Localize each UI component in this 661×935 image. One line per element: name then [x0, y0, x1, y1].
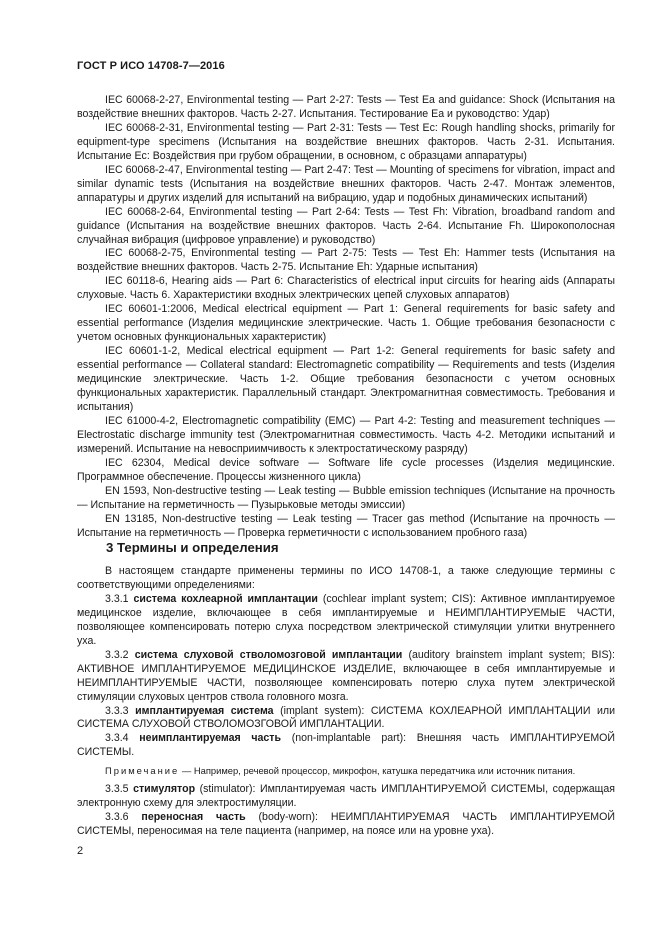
reference-text: Electromagnetic compatibility (EMC) — Part 4-2: Testing and measurement techniques — Electrostatic discharge immunity test (Электромагнитная совместимость. Часть 4-2. Методики испытаний и измерений. Испытание на невосприимчивость к электростатическому разряду) — [77, 414, 615, 455]
term-number: 3.3.2 — [105, 648, 129, 661]
term-number: 3.3.5 — [105, 783, 129, 796]
term-definition — [77, 705, 615, 733]
note-text: — Например, речевой процессор, микрофон, катушка передатчика или источник питания. — [181, 765, 576, 777]
term-definition — [77, 593, 615, 649]
term-number: 3.3.4 — [105, 732, 129, 745]
term-text: (stimulator): Имплантируемая часть ИМПЛАНТИРУЕМОЙ СИСТЕМЫ, содержащая электронную схему для электростимуляции. — [77, 783, 615, 810]
reference-code: IEC 61000-4-2, — [105, 414, 179, 427]
reference-item — [77, 164, 615, 206]
reference-item — [77, 303, 615, 345]
reference-item — [77, 345, 615, 415]
reference-text: Medical electrical equipment — Part 1-2: General requirements for basic safety and essential performance — Collateral standard: Electromagnetic compatibility — Requirements and tests (Изделия медицинские электрические. Часть 1-2. Общие требования безопасности с учетом основных функциональных характеристик. Параллельный стандарт. Электромагнитная совместимость. Требования и испытания) — [77, 345, 615, 413]
term-text: (implant system): СИСТЕМА КОХЛЕАРНОЙ ИМПЛАНТАЦИИ или СИСТЕМА СЛУХОВОЙ СТВОЛОМОЗГОВОЙ ИМПЛАНТАЦИИ. — [77, 704, 615, 731]
reference-item — [77, 247, 615, 275]
reference-text: Medical electrical equipment — Part 1: General requirements for basic safety and essential performance (Изделия медицинские электрические. Часть 1. Общие требования безопасности с учетом основных функциональных характеристик) — [77, 303, 615, 344]
reference-item — [77, 122, 615, 164]
reference-code: EN 1593, — [105, 484, 150, 497]
section-title: 3 Термины и определения — [106, 540, 279, 555]
reference-text: Non-destructive testing — Leak testing — Bubble emission techniques (Испытание на прочность — Испытание на герметичность — Пузырьковые методы эмиссии) — [77, 484, 615, 511]
reference-code: IEC 60601-1:2006, — [105, 303, 197, 316]
term-name: имплантируемая система — [135, 704, 274, 717]
page-number: 2 — [77, 845, 84, 857]
reference-text: Hearing aids — Part 6: Characteristics of electrical input circuits for hearing aids (Аппараты слуховые. Часть 6. Характеристики входных электрических цепей слуховых аппаратов) — [77, 275, 616, 302]
reference-code: IEC 60068-2-27, — [105, 94, 184, 106]
reference-text: Environmental testing — Part 2-47: Test — Mounting of specimens for vibration, impact and similar dynamic tests (Испытания на воздействие внешних факторов. Часть 2-47. Монтаж элементов, аппаратуры и других изделий для испытаний на вибрацию, удар и подобных динамических испытаний) — [77, 163, 615, 204]
term-name: система слуховой стволомозговой имплантации — [134, 648, 403, 661]
reference-text: Medical device software — Software life cycle processes (Изделия медицинские. Программное обеспечение. Процессы жизненного цикла) — [77, 456, 615, 483]
term-text: (cochlear implant system; CIS): Активное имплантируемое медицинское изделие, включающее в себя имплантируемые и НЕИМПЛАНТИРУЕМЫЕ ЧАСТИ, позволяющее компенсировать потерю слуха посредством электрической стимуляции улитки внутреннего уха. — [77, 592, 615, 647]
term-definition — [77, 732, 615, 760]
term-definition — [77, 783, 615, 811]
reference-code: IEC 60601-1-2, — [105, 345, 181, 358]
reference-code: EN 13185, — [105, 512, 158, 525]
reference-item — [77, 513, 615, 541]
reference-code: IEC 60068-2-31, — [105, 121, 184, 134]
section-intro: В настоящем стандарте применены термины по ИСО 14708-1, а также следующие термины с соответствующими определениями: — [77, 565, 615, 591]
reference-item — [77, 485, 615, 513]
reference-item — [77, 457, 615, 485]
reference-text: Non-destructive testing — Leak testing — Tracer gas method (Испытание на прочность — Испытание на герметичность — Проверка герметичности с использованием пробного газа) — [77, 512, 616, 539]
normative-references — [77, 94, 615, 541]
reference-item — [77, 415, 615, 457]
term-definition — [77, 811, 615, 839]
term-definition — [77, 649, 615, 705]
reference-code: IEC 60068-2-75, — [105, 247, 186, 260]
term-text: (auditory brainstem implant system; BIS): АКТИВНОЕ ИМПЛАНТИРУЕМОЕ МЕДИЦИНСКОЕ ИЗДЕЛИЕ, включающее в себя имплантируемые и НЕИМПЛАНТИРУЕМЫЕ ЧАСТИ, позволяющее компенсировать потерю слуха путем электрической стимуляции слуховых центров ствола головного мозга. — [77, 648, 615, 703]
term-name: система кохлеарной имплантации — [133, 592, 318, 605]
term-text: (non-implantable part): Внешняя часть ИМПЛАНТИРУЕМОЙ СИСТЕМЫ. — [77, 732, 616, 759]
term-name: стимулятор — [133, 783, 196, 796]
reference-item — [77, 206, 615, 248]
term-number: 3.3.3 — [105, 704, 129, 717]
term-name: неимплантируемая часть — [139, 732, 281, 745]
note — [77, 764, 615, 777]
reference-text: Environmental testing — Part 2-64: Tests — Test Fh: Vibration, broadband random and guidance (Испытания на воздействие внешних факторов. Часть 2-64. Испытание Fh. Широкополосная случайная вибрация (цифровое управление) и руководство) — [77, 205, 615, 246]
reference-item — [77, 275, 615, 303]
term-number: 3.3.6 — [105, 811, 129, 824]
reference-code: IEC 62304, — [105, 456, 165, 469]
note-label: Примечание — [105, 765, 180, 777]
term-number: 3.3.1 — [105, 592, 129, 605]
document-header: ГОСТ Р ИСО 14708-7—2016 — [77, 60, 225, 72]
term-text: (body-worn): НЕИМПЛАНТИРУЕМАЯ ЧАСТЬ ИМПЛАНТИРУЕМОЙ СИСТЕМЫ, переносимая на теле пациента (например, на поясе или на уровне уха). — [77, 811, 615, 838]
reference-text: Environmental testing — Part 2-27: Tests — Test Ea and guidance: Shock (Испытания на воздействие внешних факторов. Часть 2-27. Испытания. Тестирование Ea и руководство: Удар) — [77, 94, 615, 120]
reference-text: Environmental testing — Part 2-31: Tests — Test Ec: Rough handling shocks, primarily for equipment-type specimens (Испытания на воздействие внешних факторов. Часть 2-31. Испытания. Испытание Ec: Воздействия при грубом обращении, в основном, с образцами аппаратуры) — [77, 121, 615, 162]
definitions — [77, 565, 615, 839]
reference-code: IEC 60068-2-47, — [105, 163, 183, 176]
reference-item — [77, 94, 615, 122]
reference-code: IEC 60068-2-64, — [105, 205, 185, 218]
reference-text: Environmental testing — Part 2-75: Tests — Test Eh: Hammer tests (Испытания на воздействие внешних факторов. Часть 2-75. Испытание Eh: Ударные испытания) — [77, 247, 615, 274]
term-name: переносная часть — [141, 811, 246, 824]
reference-code: IEC 60118-6, — [105, 275, 168, 288]
